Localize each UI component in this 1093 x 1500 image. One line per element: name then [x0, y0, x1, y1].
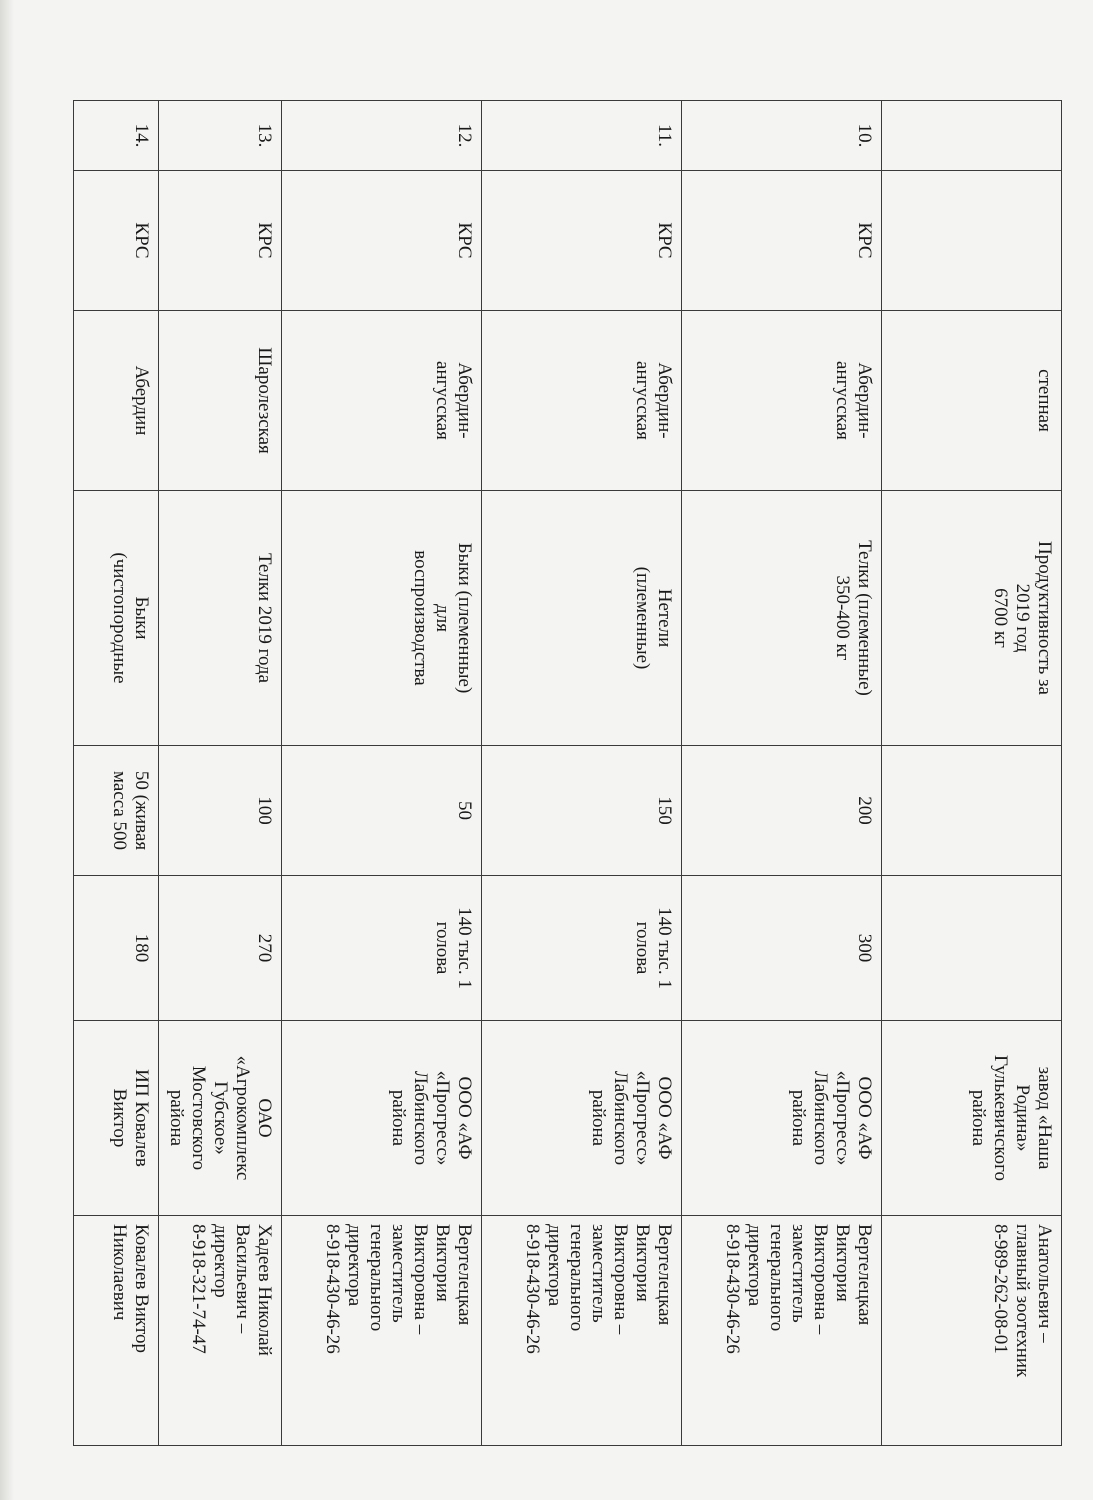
table-row — [159, 101, 282, 1446]
table-row — [282, 101, 482, 1446]
contact-person: Вертелецкая Виктория Викторовна – заместитель генерального директора 8-918-430-46-26 — [682, 1216, 882, 1446]
description: Телки (племенные) 350-400 кг — [682, 491, 882, 746]
row-number: 12. — [282, 101, 482, 171]
price: 140 тыс. 1 голова — [282, 876, 482, 1021]
table-row — [482, 101, 682, 1446]
contact-person: Вертелецкая Виктория Викторовна – заместитель генерального директора 8-918-430-46-26 — [282, 1216, 482, 1446]
contact-person: Анатольевич – главный зоотехник 8-989-262-08-01 — [882, 1216, 1062, 1446]
row-number: 10. — [682, 101, 882, 171]
price — [882, 876, 1062, 1021]
breed: Абердин- ангусская — [282, 311, 482, 491]
table-row — [682, 101, 882, 1446]
animal-type: КРС — [159, 171, 282, 311]
quantity: 100 — [159, 746, 282, 876]
breed: степная — [882, 311, 1062, 491]
description: Быки (чистопородные — [74, 491, 159, 746]
organization: ООО «АФ «Прогресс» Лабинского района — [282, 1021, 482, 1216]
quantity: 150 — [482, 746, 682, 876]
description: Нетели (племенные) — [482, 491, 682, 746]
description: Быки (племенные) для воспроизводства — [282, 491, 482, 746]
description: Телки 2019 года — [159, 491, 282, 746]
animal-type: КРС — [682, 171, 882, 311]
contact-person: Хадеев Николай Васильевич – директор 8-918-321-74-47 — [159, 1216, 282, 1446]
animal-type: КРС — [282, 171, 482, 311]
organization: ООО «АФ «Прогресс» Лабинского района — [682, 1021, 882, 1216]
animal-type: КРС — [482, 171, 682, 311]
animal-type — [882, 171, 1062, 311]
table-row — [882, 101, 1062, 1446]
organization: ИП Ковалев Виктор — [74, 1021, 159, 1216]
breed: Шаролезская — [159, 311, 282, 491]
table-row — [74, 101, 159, 1446]
row-number: 11. — [482, 101, 682, 171]
description: Продуктивность за 2019 год 6700 кг — [882, 491, 1062, 746]
breed: Абердин — [74, 311, 159, 491]
quantity — [882, 746, 1062, 876]
price: 300 — [682, 876, 882, 1021]
organization: ООО «АФ «Прогресс» Лабинского района — [482, 1021, 682, 1216]
price: 180 — [74, 876, 159, 1021]
scan-edge — [0, 0, 14, 1500]
row-number: 13. — [159, 101, 282, 171]
price: 270 — [159, 876, 282, 1021]
price: 140 тыс. 1 голова — [482, 876, 682, 1021]
breed: Абердин- ангусская — [482, 311, 682, 491]
livestock-table — [73, 100, 1062, 1446]
contact-person: Ковалев Виктор Николаевич — [74, 1216, 159, 1446]
row-number — [882, 101, 1062, 171]
quantity: 50 — [282, 746, 482, 876]
organization: ОАО «Агрокомплекс Губское» Мостовского района — [159, 1021, 282, 1216]
quantity: 200 — [682, 746, 882, 876]
animal-type: КРС — [74, 171, 159, 311]
organization: завод «Наша Родина» Гулькевичского района — [882, 1021, 1062, 1216]
quantity: 50 (живая масса 500 — [74, 746, 159, 876]
row-number: 14. — [74, 101, 159, 171]
rotated-page — [87, 100, 1062, 1445]
contact-person: Вертелецкая Виктория Викторовна – заместитель генерального директора 8-918-430-46-26 — [482, 1216, 682, 1446]
breed: Абердин- ангусская — [682, 311, 882, 491]
